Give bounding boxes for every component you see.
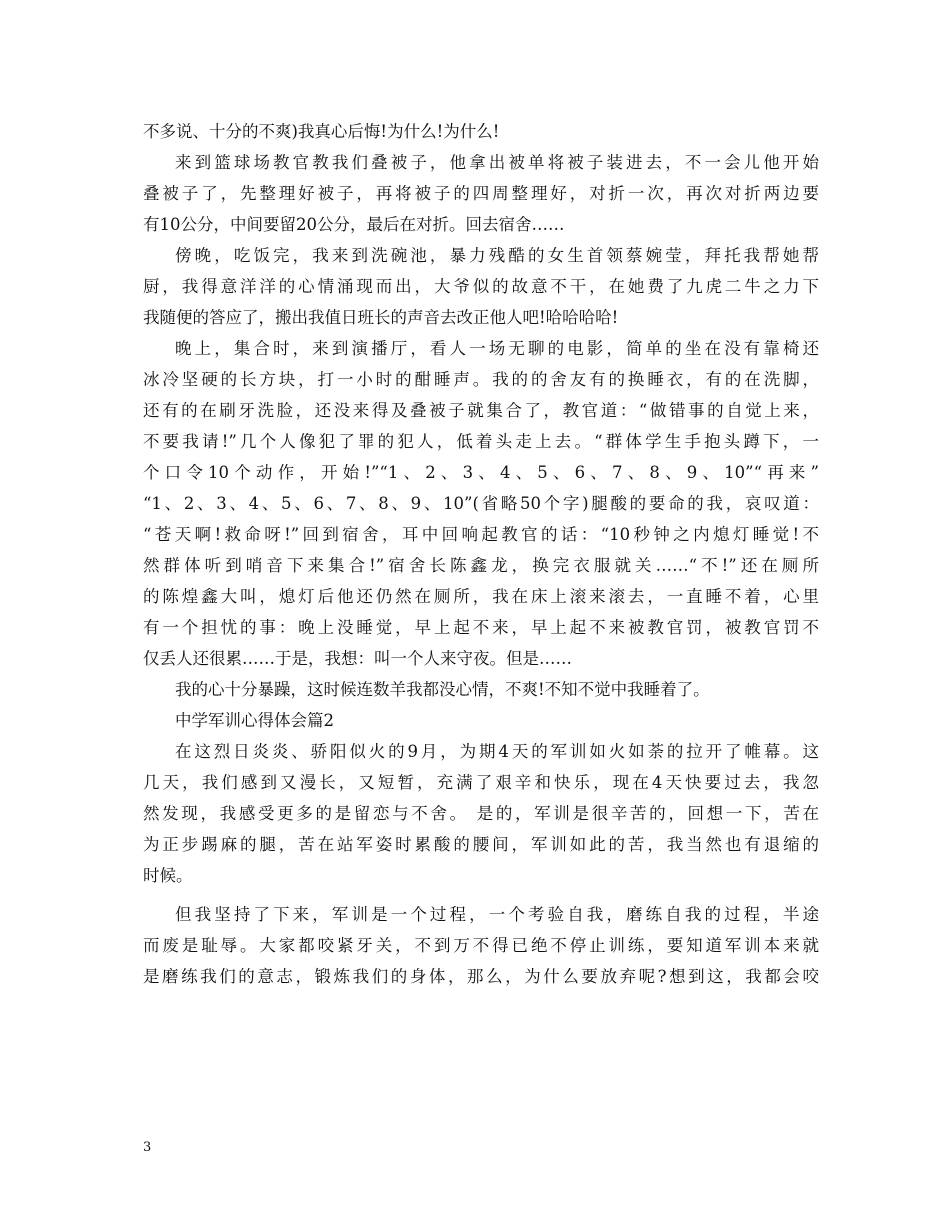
text-line: 厨，我得意洋洋的心情涌现而出，大爷似的故意不干，在她费了九虎二牛之力下 bbox=[143, 277, 819, 296]
text-line: 仅丢人还很累……于是，我想：叫一个人来守夜。但是…… bbox=[143, 649, 572, 668]
text-line: 我随便的答应了，搬出我值日班长的声音去改正他人吧!哈哈哈哈! bbox=[143, 308, 619, 327]
text-line: 有10公分，中间要留20公分，最后在对折。回去宿舍…… bbox=[143, 215, 565, 234]
page-number: 3 bbox=[143, 1140, 152, 1155]
section-heading: 中学军训心得体会篇2 bbox=[175, 711, 334, 730]
text-line: 晚上，集合时，来到演播厅，看人一场无聊的电影，简单的坐在没有靠椅还 bbox=[175, 339, 819, 358]
text-line: 我的心十分暴躁，这时候连数羊我都没心情，不爽!不知不觉中我睡着了。 bbox=[175, 680, 710, 699]
text-line: 时候。 bbox=[143, 866, 193, 885]
text-line: 而废是耻辱。大家都咬紧牙关，不到万不得已绝不停止训练，要知道军训本来就 bbox=[143, 936, 819, 955]
text-line: 但我坚持了下来，军训是一个过程，一个考验自我，磨练自我的过程，半途 bbox=[175, 905, 819, 924]
text-line: 不多说、十分的不爽)我真心后悔!为什么!为什么! bbox=[143, 122, 500, 141]
text-line: 还有的在刷牙洗脸，还没来得及叠被子就集合了，教官道：“做错事的自觉上来， bbox=[143, 401, 819, 420]
text-line: 来到篮球场教官教我们叠被子，他拿出被单将被子装进去，不一会儿他开始 bbox=[175, 153, 819, 172]
text-line: 的陈煌鑫大叫，熄灯后他还仍然在厕所，我在床上滚来滚去，一直睡不着，心里 bbox=[143, 587, 819, 606]
text-line: 冰冷坚硬的长方块，打一小时的酣睡声。我的的舍友有的换睡衣，有的在洗脚， bbox=[143, 370, 819, 389]
text-line: 然群体听到哨音下来集合!”宿舍长陈鑫龙，换完衣服就关……“不!”还在厕所 bbox=[143, 556, 819, 575]
paragraph-gap bbox=[143, 891, 819, 899]
text-line: 有一个担忧的事：晚上没睡觉，早上起不来，早上起不来被教官罚，被教官罚不 bbox=[143, 618, 819, 637]
text-line: 傍晚，吃饭完，我来到洗碗池，暴力残酷的女生首领蔡婉莹，拜托我帮她帮 bbox=[175, 246, 819, 265]
text-line: “苍天啊!救命呀!”回到宿舍，耳中回响起教官的话：“10秒钟之内熄灯睡觉!不 bbox=[143, 525, 819, 544]
text-line: 是磨练我们的意志，锻炼我们的身体，那么，为什么要放弃呢?想到这，我都会咬 bbox=[143, 967, 819, 986]
text-line: 然发现，我感受更多的是留恋与不舍。 是的，军训是很辛苦的，回想一下，苦在 bbox=[143, 804, 819, 823]
text-line: 个口令10个动作，开始!”“1、2、3、4、5、6、7、8、9、10”“再来” bbox=[143, 463, 819, 482]
document-body bbox=[143, 116, 819, 992]
text-line: 为正步踢麻的腿，苦在站军姿时累酸的腰间，军训如此的苦，我当然也有退缩的 bbox=[143, 835, 819, 854]
text-line: 叠被子了，先整理好被子，再将被子的四周整理好，对折一次，再次对折两边要 bbox=[143, 184, 819, 203]
text-line: 几天，我们感到又漫长，又短暂，充满了艰辛和快乐，现在4天快要过去，我忽 bbox=[143, 773, 819, 792]
text-line: 在这烈日炎炎、骄阳似火的9月，为期4天的军训如火如荼的拉开了帷幕。这 bbox=[175, 742, 819, 761]
text-line: 不要我请!”几个人像犯了罪的犯人，低着头走上去。“群体学生手抱头蹲下，一 bbox=[143, 432, 819, 451]
text-line: “1、2、3、4、5、6、7、8、9、10”(省略50个字)腿酸的要命的我，哀叹道： bbox=[143, 494, 819, 513]
